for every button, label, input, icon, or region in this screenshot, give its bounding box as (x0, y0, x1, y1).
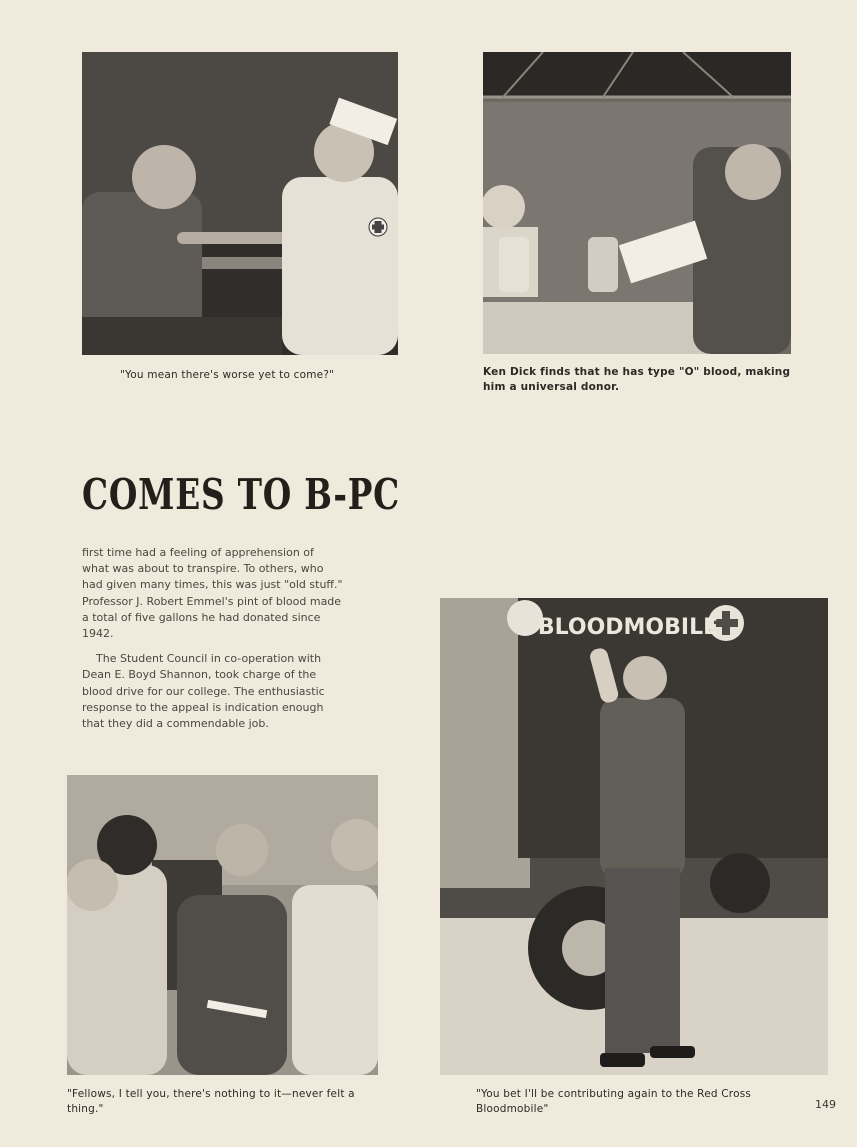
photo-bloodmobile-image (440, 598, 828, 1075)
photo-ken-dick-image (483, 52, 791, 354)
photo-bloodmobile-caption: "You bet I'll be contributing again to the Red Cross Bloodmobile" (476, 1088, 752, 1115)
article-paragraph: The Student Council in co-operation with Dean E. Boyd Shannon, took charge of the blood drive for our college. The enthusiastic response to the appeal is indication enough that they did a commendable job. (82, 652, 325, 731)
article-paragraph: first time had a feeling of apprehension of what was about to transpire. To others, who had given many times, this was just "old stuff." Professor J. Robert Emmel's pint of blood made a total of five gallons he had donated since 1942. (82, 546, 343, 641)
photo-fellows-group (67, 775, 378, 1075)
photo-fellows-group-image (67, 775, 378, 1075)
photo-ken-dick-caption: Ken Dick finds that he has type "O" blood, making him a universal donor. (483, 366, 791, 393)
photo-fellows-group-caption: "Fellows, I tell you, there's nothing to it—never felt a thing." (67, 1088, 355, 1115)
article-headline: COMES TO B-PC (82, 470, 400, 519)
photo-ken-dick (483, 52, 791, 354)
photo-nurse-donor (82, 52, 398, 355)
photo-bloodmobile (440, 598, 828, 1075)
photo-nurse-donor-image (82, 52, 398, 355)
truck-sign-text: BLOODMOBILE (537, 615, 719, 640)
photo-nurse-donor-caption: "You mean there's worse yet to come?" (120, 369, 335, 381)
article-body (82, 545, 344, 741)
page-number: 149 (815, 1098, 836, 1111)
